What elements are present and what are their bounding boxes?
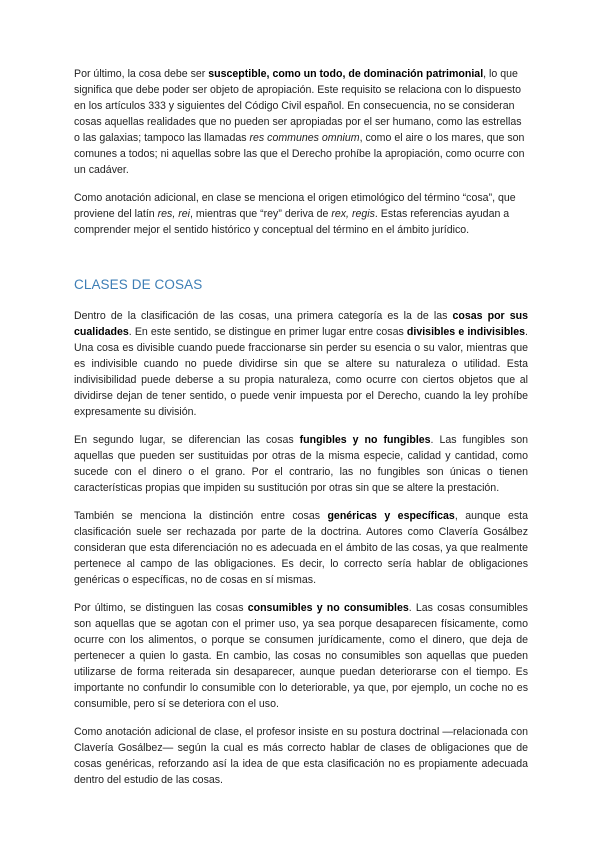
paragraph-dominacion-patrimonial (74, 66, 528, 178)
bold-term: susceptible, como un todo, de dominación patrimonial (208, 68, 484, 80)
bold-term: divisibles e indivisibles (406, 326, 526, 338)
paragraph-consumibles (74, 600, 528, 712)
italic-term: res, rei (157, 208, 191, 220)
text-run: También se menciona la distinción entre cosas (74, 510, 328, 522)
bold-term: genéricas y específicas (327, 510, 455, 522)
text-run: . Las fungibles son aquellas que pueden ser sustituidas por otras de la misma especie, calidad y cantidad, como sucede con el dinero o el grano. Por el contrario, las no fungibles son únicas o tienen características propias que impiden su sustitución por otras sin que se altere la prestación. (74, 434, 528, 494)
paragraph-anotacion-clase (74, 724, 528, 788)
bold-term: consumibles y no consumibles (247, 602, 409, 614)
text-run: . Una cosa es divisible cuando puede fraccionarse sin perder su esencia o su valor, mientras que es indivisible cuando no puede dividirse sin que se altere su naturaleza o utilidad. Esta indivisibilidad puede deberse a su propia naturaleza, como ocurre con ciertos objetos que al dividirse dejan de tener sentido, o puede venir impuesta por el Derecho, cuando la ley prohíbe expresamente su división. (74, 326, 528, 418)
text-run: , lo que significa que debe poder ser objeto de apropiación. Este requisito se relaciona con lo dispuesto en los artículos 333 y siguientes del Código Civil español. En consecuencia, no se consideran cosas aquellas realidades que no pueden ser apropiadas por el ser humano, como las estrellas o las galaxias; tampoco las llamadas (74, 68, 522, 144)
paragraph-divisibles (74, 308, 528, 420)
text-run: Por último, se distinguen las cosas (74, 602, 248, 614)
bold-term: fungibles y no fungibles (299, 434, 431, 446)
text-run: Dentro de la clasificación de las cosas, una primera categoría es la de las (74, 310, 453, 322)
italic-term: res communes omnium (249, 132, 360, 144)
text-run: Como anotación adicional, en clase se menciona el origen etimológico del término “cosa”, que proviene del latín (74, 192, 516, 220)
bold-term: cosas por sus cualidades (74, 310, 528, 338)
document-page (74, 66, 528, 788)
paragraph-fungibles (74, 432, 528, 496)
text-run: . En este sentido, se distingue en primer lugar entre cosas (128, 326, 407, 338)
text-run: , como el aire o los mares, que son comunes a todos; ni aquellas sobre las que el Derecho prohíbe la apropiación, como ocurre con un cadáver. (74, 132, 525, 176)
text-run: . Estas referencias ayudan a comprender mejor el sentido histórico y conceptual del término en el ámbito jurídico. (74, 208, 510, 236)
paragraph-etimologia (74, 190, 528, 238)
text-run: En segundo lugar, se diferencian las cosas (74, 434, 300, 446)
text-run: , aunque esta clasificación suele ser rechazada por parte de la doctrina. Autores como Clavería Gosálbez consideran que esta diferenciación no es adecuada en el ámbito de las cosas, ya que realmente pertenece al campo de las obligaciones. Es decir, lo correcto sería hablar de obligaciones genéricas o específicas, no de cosas en sí mismas. (74, 510, 528, 586)
section-heading: CLASES DE COSAS (74, 277, 203, 292)
italic-term: rex, regis (331, 208, 375, 220)
text-run: Por último, la cosa debe ser (74, 68, 209, 80)
text-run: , mientras que “rey” deriva de (190, 208, 332, 220)
text-run: Como anotación adicional de clase, el profesor insiste en su postura doctrinal —relacionada con Clavería Gosálbez— según la cual es más correcto hablar de clases de obligaciones que de cosas genéricas, reforzando así la idea de que esta clasificación no es propiamente adecuada dentro del estudio de las cosas. (74, 726, 528, 786)
paragraph-genericas (74, 508, 528, 588)
text-run: . Las cosas consumibles son aquellas que se agotan con el primer uso, ya sea porque desaparecen físicamente, como ocurre con los alimentos, o porque se consumen jurídicamente, como el dinero, que deja de pertenecer a quien lo gasta. En cambio, las cosas no consumibles son aquellas que pueden utilizarse de forma reiterada sin desaparecer, aunque puedan deteriorarse con el tiempo. Es importante no confundir lo consumible con lo deteriorable, ya que, por ejemplo, un coche no es consumible, pero sí se deteriora con el uso. (74, 602, 528, 710)
